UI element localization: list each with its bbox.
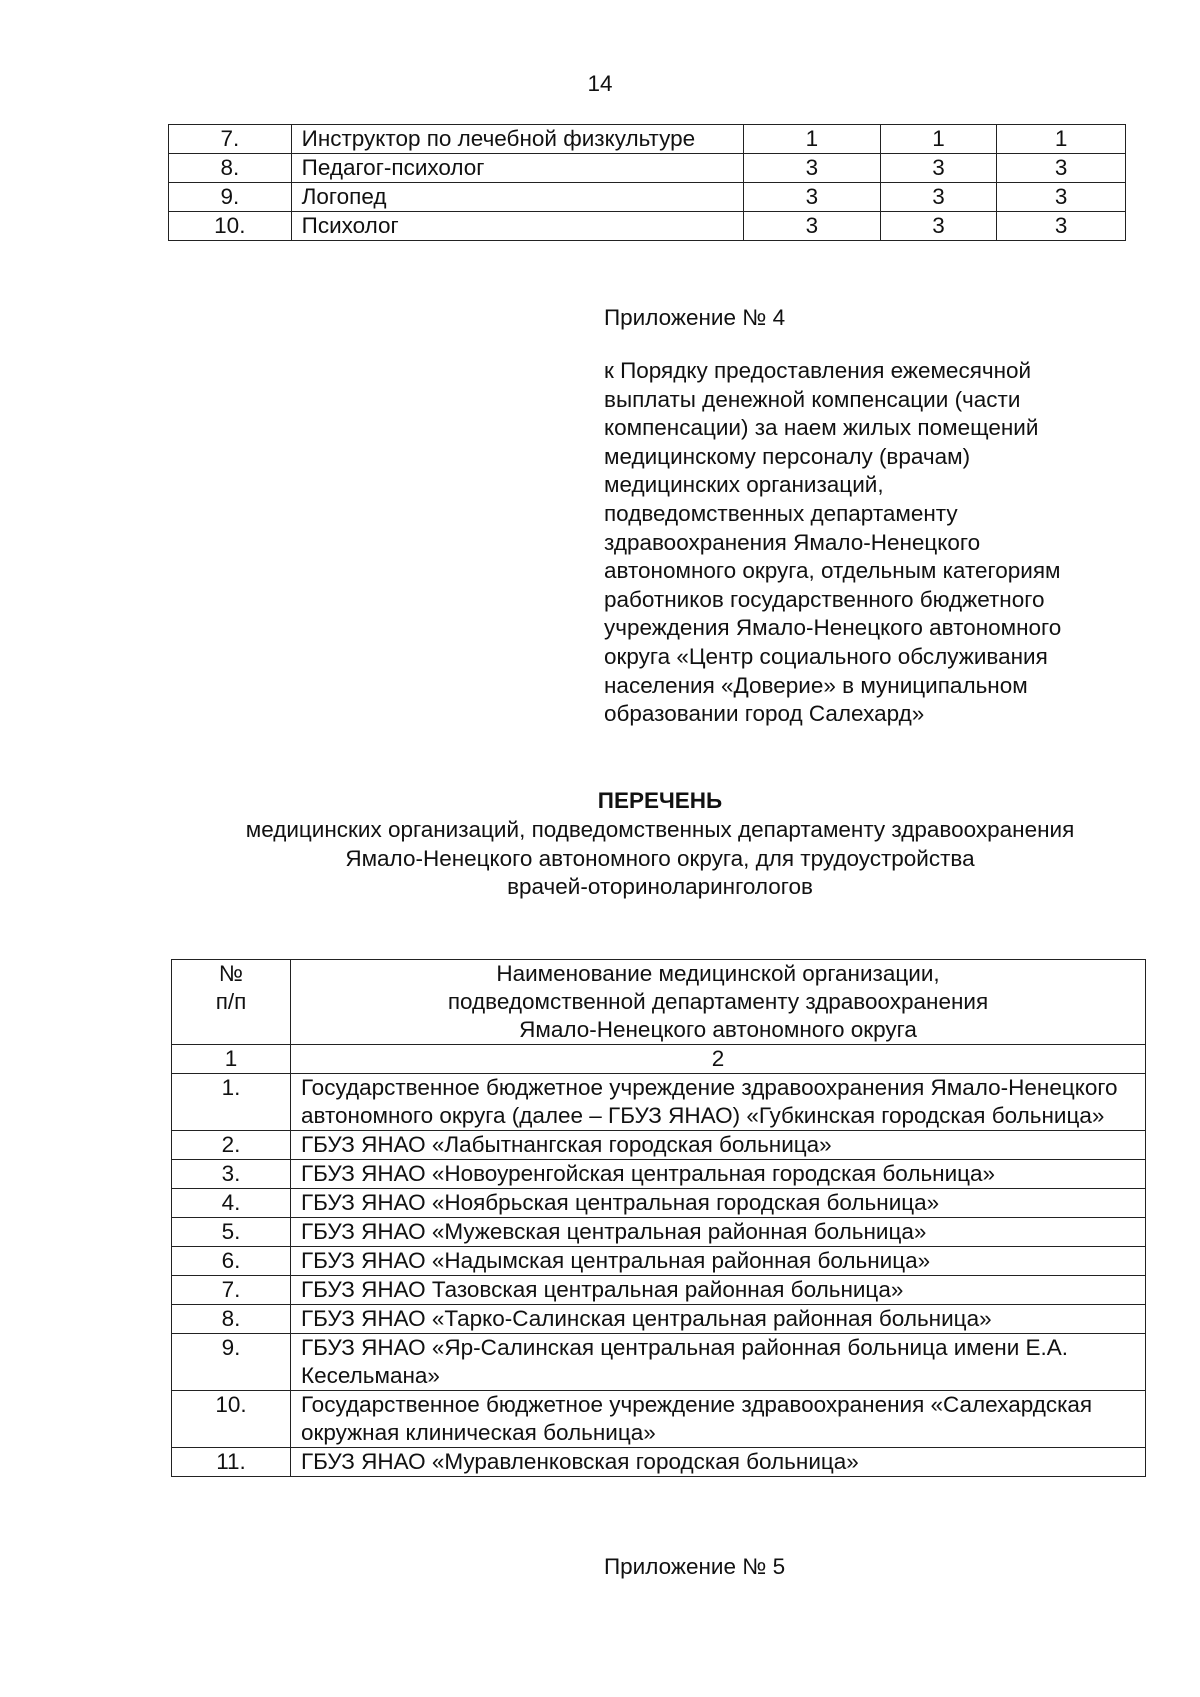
subtitle-line: Ямало-Ненецкого автономного округа, для трудоустройства	[345, 845, 975, 871]
row-number: 7.	[169, 125, 292, 154]
count-cell: 3	[997, 212, 1126, 241]
row-number: 10.	[172, 1391, 291, 1448]
row-number: 6.	[172, 1247, 291, 1276]
table-row	[172, 1305, 1146, 1334]
header-line: №	[218, 961, 244, 986]
row-number: 8.	[172, 1305, 291, 1334]
count-cell: 1	[744, 125, 881, 154]
description-line: работников государственного бюджетного	[604, 586, 1045, 612]
position-name: Педагог-психолог	[291, 154, 743, 183]
table-row	[172, 1160, 1146, 1189]
description-line: автономного округа, отдельным категориям	[604, 558, 1061, 584]
position-name: Психолог	[291, 212, 743, 241]
column-number-row	[172, 1045, 1146, 1074]
table-row	[169, 212, 1126, 241]
row-number: 3.	[172, 1160, 291, 1189]
appendix-5-title: Приложение № 5	[604, 1554, 786, 1579]
row-number: 2.	[172, 1131, 291, 1160]
row-number: 10.	[169, 212, 292, 241]
position-name: Логопед	[291, 183, 743, 212]
table-row	[172, 1334, 1146, 1391]
organization-name: ГБУЗ ЯНАО «Тарко-Салинская центральная районная больница»	[291, 1305, 1146, 1334]
description-line: учреждения Ямало-Ненецкого автономного	[604, 615, 1062, 641]
description-line: выплаты денежной компенсации (части	[604, 386, 1021, 412]
organization-name: ГБУЗ ЯНАО «Муравленковская городская больница»	[291, 1448, 1146, 1477]
table-row	[172, 1247, 1146, 1276]
header-line: Ямало-Ненецкого автономного округа	[519, 1017, 917, 1042]
organization-name: ГБУЗ ЯНАО «Надымская центральная районная больница»	[291, 1247, 1146, 1276]
table-header-row	[172, 960, 1146, 1045]
header-line: подведомственной департаменту здравоохранения	[447, 989, 989, 1014]
count-cell: 3	[744, 183, 881, 212]
appendix-4-title: Приложение № 4	[604, 305, 786, 330]
count-cell: 3	[744, 212, 881, 241]
table-row	[169, 125, 1126, 154]
table-row	[172, 1276, 1146, 1305]
list-title: ПЕРЕЧЕНЬ	[597, 788, 723, 813]
organization-name: ГБУЗ ЯНАО «Мужевская центральная районная больница»	[291, 1218, 1146, 1247]
position-name: Инструктор по лечебной физкультуре	[291, 125, 743, 154]
table-row	[172, 1131, 1146, 1160]
description-line: округа «Центр социального обслуживания	[604, 643, 1048, 669]
description-line: компенсации) за наем жилых помещений	[604, 415, 1039, 441]
list-subtitle	[0, 816, 1200, 902]
count-cell: 3	[744, 154, 881, 183]
count-cell: 3	[880, 212, 997, 241]
description-line: медицинских организаций,	[604, 472, 884, 498]
table-row	[172, 1074, 1146, 1131]
row-number: 7.	[172, 1276, 291, 1305]
description-line: здравоохранения Ямало-Ненецкого	[604, 529, 981, 555]
description-line: образовании город Салехард»	[604, 701, 925, 727]
name-column-header	[291, 960, 1146, 1045]
column-number: 2	[291, 1045, 1146, 1074]
description-line: подведомственных департаменту	[604, 500, 958, 526]
organization-name: ГБУЗ ЯНАО «Ноябрьская центральная городская больница»	[291, 1189, 1146, 1218]
organization-name: ГБУЗ ЯНАО Тазовская центральная районная больница»	[291, 1276, 1146, 1305]
count-cell: 1	[880, 125, 997, 154]
organizations-table	[171, 959, 1146, 1477]
row-number: 11.	[172, 1448, 291, 1477]
table-row	[172, 1391, 1146, 1448]
page-number: 14	[587, 71, 613, 96]
count-cell: 3	[880, 183, 997, 212]
row-number: 8.	[169, 154, 292, 183]
row-number: 1.	[172, 1074, 291, 1131]
table-row	[169, 154, 1126, 183]
description-line: населения «Доверие» в муниципальном	[604, 672, 1028, 698]
organization-name: ГБУЗ ЯНАО «Яр-Салинская центральная районная больница имени Е.А. Кесельмана»	[291, 1334, 1146, 1391]
header-line: Наименование медицинской организации,	[496, 961, 940, 986]
row-number: 4.	[172, 1189, 291, 1218]
number-column-header	[172, 960, 291, 1045]
appendix-4-description	[604, 357, 1164, 729]
row-number: 9.	[169, 183, 292, 212]
organization-name: Государственное бюджетное учреждение здравоохранения Ямало-Ненецкого автономного округа (далее – ГБУЗ ЯНАО) «Губкинская городская больница»	[291, 1074, 1146, 1131]
row-number: 5.	[172, 1218, 291, 1247]
column-number: 1	[172, 1045, 291, 1074]
table-row	[172, 1189, 1146, 1218]
count-cell: 3	[997, 183, 1126, 212]
row-number: 9.	[172, 1334, 291, 1391]
subtitle-line: врачей-оториноларингологов	[507, 874, 813, 899]
count-cell: 3	[880, 154, 997, 183]
description-line: к Порядку предоставления ежемесячной	[604, 358, 1032, 383]
organization-name: ГБУЗ ЯНАО «Лабытнангская городская больница»	[291, 1131, 1146, 1160]
staff-table	[168, 124, 1126, 241]
table-row	[169, 183, 1126, 212]
organization-name: ГБУЗ ЯНАО «Новоуренгойская центральная городская больница»	[291, 1160, 1146, 1189]
header-line: п/п	[215, 989, 247, 1014]
table-row	[172, 1218, 1146, 1247]
organization-name: Государственное бюджетное учреждение здравоохранения «Салехардская окружная клиническая больница»	[291, 1391, 1146, 1448]
table-row	[172, 1448, 1146, 1477]
subtitle-line: медицинских организаций, подведомственных департаменту здравоохранения	[245, 817, 1075, 842]
description-line: медицинскому персоналу (врачам)	[604, 443, 971, 469]
count-cell: 3	[997, 154, 1126, 183]
count-cell: 1	[997, 125, 1126, 154]
